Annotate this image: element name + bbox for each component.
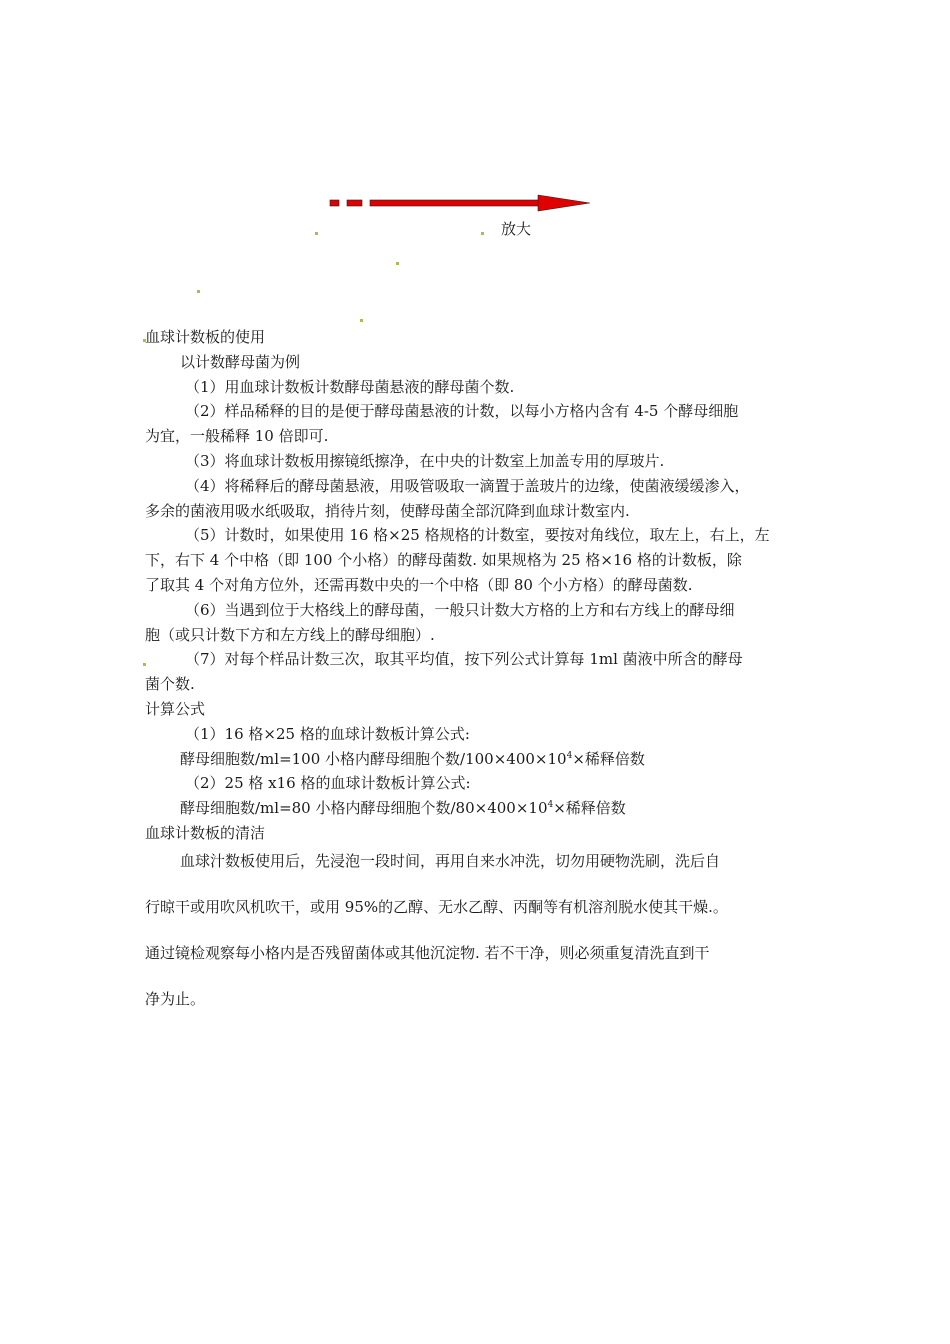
exponent: 4 — [547, 800, 554, 811]
stray-dot — [315, 232, 318, 235]
step-line: 了取其 4 个对角方位外，还需再数中央的一个中格（即 80 个小方格）的酵母菌数. — [145, 575, 693, 594]
step-line: 菌个数. — [145, 675, 195, 694]
step-line: （7）对每个样品计数三次，取其平均值，按下列公式计算每 1ml 菌液中所含的酵母 — [185, 650, 743, 669]
step-line: 为宜，一般稀释 10 倍即可. — [145, 427, 329, 446]
formula-expression: 酵母细胞数/ml=80 小格内酵母细胞个数$/80\times 400\times 10^4\times$稀释倍数 — [180, 799, 626, 818]
step-line: 胞（或只计数下方和左方线上的酵母细胞）. — [145, 625, 435, 644]
step-line: （5）计数时，如果使用 16 格×25 格规格的计数室，要按对角线位，取左上，右上，左 — [185, 526, 770, 545]
section-subtitle: 以计数酵母菌为例 — [180, 352, 301, 371]
arrow-dash-2 — [347, 200, 362, 206]
section-title: 血球计数板的使用 — [145, 328, 266, 346]
step-line: （3）将血球计数板用擦镜纸擦净，在中央的计数室上加盖专用的厚玻片. — [185, 451, 665, 470]
formula-heading: （1）16 格×25 格的血球计数板计算公式: — [185, 724, 470, 743]
formula-expression: 酵母细胞数/ml=100 小格内酵母细胞个数$/100\times 400\times 10^4\times$稀释倍数 — [180, 749, 645, 768]
stray-dot — [360, 319, 363, 322]
exponent: 4 — [566, 750, 573, 761]
arrow-dash-1 — [330, 200, 339, 206]
cleaning-title: 血球计数板的清洁 — [145, 823, 266, 842]
formula-heading: （2）25 格 x16 格的血球计数板计算公式: — [185, 774, 471, 793]
stray-dot — [396, 262, 399, 265]
cleaning-line: 血球汁数板使用后，先浸泡一段时间，再用自来水冲洗，切勿用硬物洗刷，洗后自 — [180, 852, 721, 870]
magnify-arrow-icon — [326, 192, 596, 216]
formula-title: 计算公式 — [145, 699, 206, 718]
step-line: 多余的菌液用吸水纸吸取，捎待片刻，使酵母菌全部沉降到血球计数室内. — [145, 501, 630, 520]
stray-dot — [481, 232, 484, 235]
cleaning-line: 通过镜检观察每小格内是否残留菌体或其他沉淀物. 若不干净，则必须重复清洗直到干 — [145, 944, 710, 962]
cleaning-line: 净为止。 — [145, 990, 206, 1008]
step-line: （4）将稀释后的酵母菌悬液，用吸管吸取一滴置于盖玻片的边缘，使菌液缓缓渗入， — [185, 476, 750, 495]
cleaning-line: 行晾干或用吹风机吹干，或用 95%的乙醇、无水乙醇、丙酮等有机溶剂脱水使其干燥.。 — [145, 898, 728, 916]
arrow-shaft — [370, 200, 542, 206]
step-line: （1）用血球计数板计数酵母菌悬液的酵母菌个数. — [185, 377, 515, 396]
cleaning-paragraph — [145, 850, 825, 1010]
step-line: （2）样品稀释的目的是便于酵母菌悬液的计数，以每小方格内含有 4-5 个酵母细胞 — [185, 402, 739, 421]
zoom-label: 放大 — [501, 220, 532, 238]
step-line: （6）当遇到位于大格线上的酵母菌，一般只计数大方格的上方和右方线上的酵母细 — [185, 600, 735, 619]
usage-section — [145, 325, 815, 846]
step-line: 下，右下 4 个中格（即 100 个小格）的酵母菌数. 如果规格为 25 格×16 格的计数板，除 — [145, 551, 742, 570]
stray-dot — [197, 290, 200, 293]
arrow-head — [538, 195, 590, 211]
